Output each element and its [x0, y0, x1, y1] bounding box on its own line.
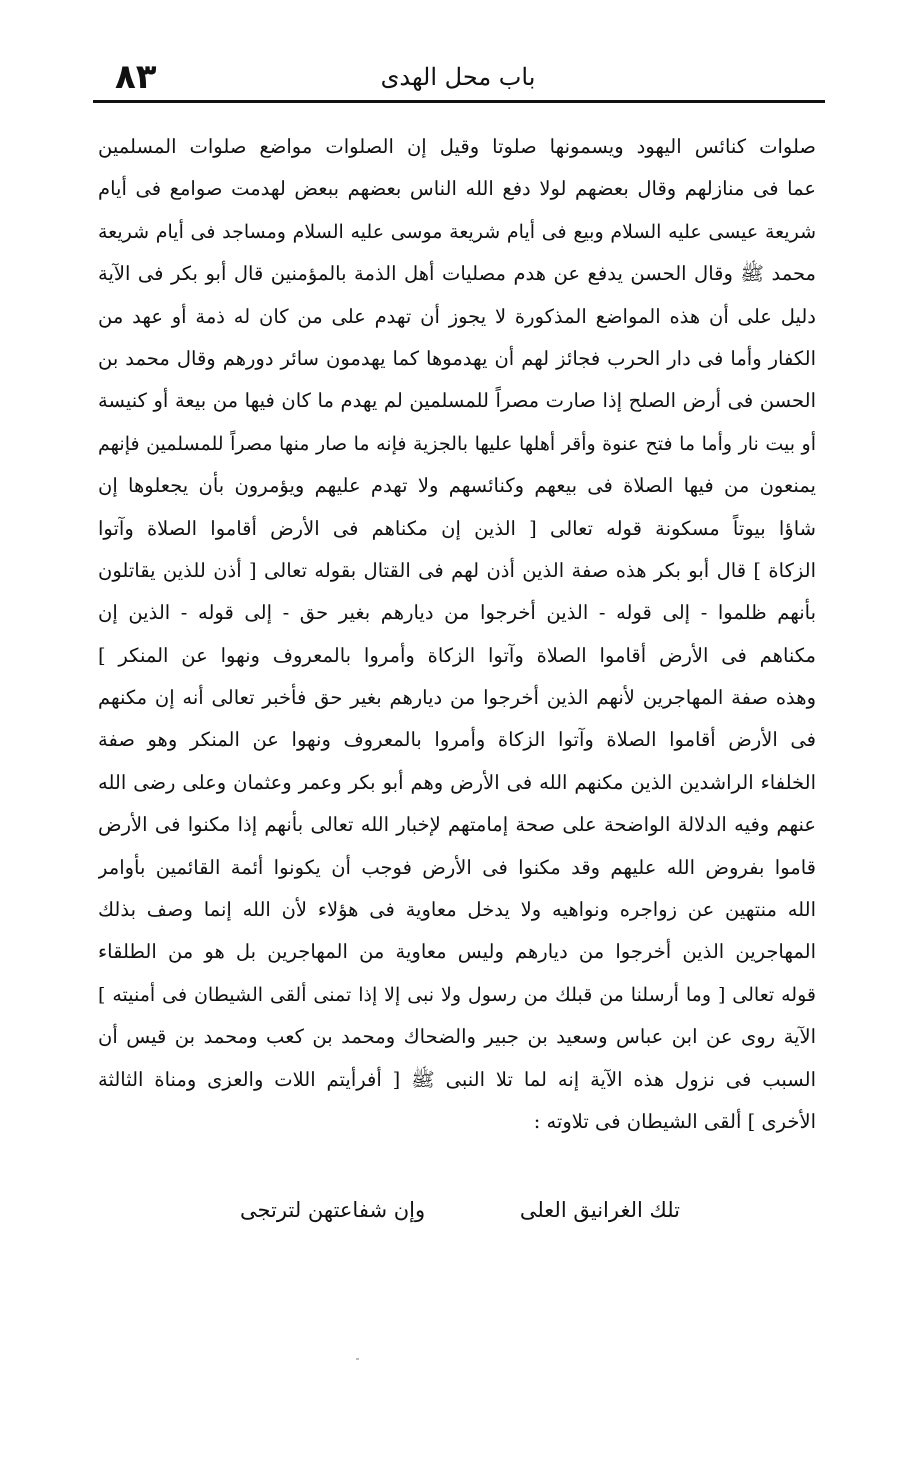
text-line: شريعة عيسى عليه السلام وبيع فى أيام شريعة موسى عليه السلام ومساجد فى أيام شريعة — [98, 220, 816, 243]
text-line: الحسن فى أرض الصلح إذا صارت مصراً للمسلمين لم يهدم ما كان فيها من بيعة أو كنيسة — [98, 389, 816, 413]
verse-first-hemistich: تلك الغرانيق العلى — [519, 1198, 680, 1222]
text-line: صلوات كنائس اليهود ويسمونها صلوتا وقيل إن الصلوات مواضع صلوات المسلمين — [98, 135, 816, 158]
text-line: المهاجرين الذين أخرجوا من ديارهم وليس معاوية من المهاجرين بل هو من الطلقاء — [98, 940, 816, 964]
text-line: فى الأرض أقاموا الصلاة وآتوا الزكاة وأمروا بالمعروف ونهوا عن المنكر وهو صفة — [98, 728, 816, 752]
text-line: عما فى منازلهم وقال بعضهم لولا دفع الله الناس بعضهم ببعض لهدمت صوامع فى أيام — [98, 177, 816, 201]
text-line: شاؤا بيوتاً مسكونة قوله تعالى [ الذين إن مكناهم فى الأرض أقاموا الصلاة وآتوا — [98, 516, 816, 540]
text-line: قاموا بفروض الله عليهم وقد مكنوا فى الأرض فوجب أن يكونوا أئمة القائمين بأوامر — [98, 855, 816, 879]
running-title: باب محل الهدى — [380, 63, 536, 91]
text-line: قوله تعالى [ وما أرسلنا من قبلك من رسول ولا نبى إلا إذا تمنى ألقى الشيطان فى أمنيته ] — [98, 983, 816, 1006]
text-line: السبب فى نزول هذه الآية إنه لما تلا النبى ﷺ [ أفرأيتم اللات والعزى ومناة الثالثة — [98, 1067, 816, 1091]
text-line: مكناهم فى الأرض أقاموا الصلاة وآتوا الزكاة وأمروا بالمعروف ونهوا عن المنكر ] — [98, 643, 816, 667]
text-line: يمنعون من فيها الصلاة فى بيعهم وكنائسهم ولا تهدم عليهم ويؤمرون بأن يجعلوها إن — [98, 474, 816, 498]
text-line: الله منتهين عن زواجره ونواهيه ولا يدخل معاوية فى هؤلاء لأن الله إنما وصف بذلك — [98, 898, 816, 922]
scan-speck — [356, 1358, 359, 1360]
text-line: الكفار وأما فى دار الحرب فجائز لهم أن يهدموها كما يهدمون سائر دورهم وقال محمد بن — [98, 346, 816, 370]
text-line: بأنهم ظلموا - إلى قوله - الذين أخرجوا من ديارهم بغير حق - إلى قوله - الذين إن — [98, 601, 816, 625]
text-line: الخلفاء الراشدين الذين مكنهم الله فى الأرض وهم أبو بكر وعمر وعثمان وعلى رضى الله — [98, 770, 816, 794]
text-line: الآية روى عن ابن عباس وسعيد بن جبير والضحاك ومحمد بن كعب ومحمد بن قيس أن — [98, 1025, 816, 1049]
page-number: ٨٣ — [115, 57, 157, 97]
verse-second-hemistich: وإن شفاعتهن لترتجى — [240, 1198, 426, 1222]
text-line: الأخرى ] ألقى الشيطان فى تلاوته : — [533, 1109, 816, 1133]
poetry-verse — [240, 1190, 680, 1230]
body-text — [98, 126, 816, 1143]
text-line: عنهم وفيه الدلالة الواضحة على صحة إمامتهم لإخبار الله تعالى بأنهم إذا مكنوا فى الأرض — [98, 813, 816, 837]
text-line: أو بيت نار وأما ما فتح عنوة وأقر أهلها عليها بالجزية فإنه ما صار منها مصراً للمسلمين فإنهم — [98, 432, 816, 455]
text-line: دليل على أن هذه المواضع المذكورة لا يجوز أن تهدم على من كان له ذمة أو عهد من — [98, 304, 816, 328]
text-line: محمد ﷺ وقال الحسن يدفع عن هدم مصليات أهل الذمة بالمؤمنين قال أبو بكر فى الآية — [98, 262, 816, 286]
header-rule — [93, 100, 825, 103]
text-line: الزكاة ] قال أبو بكر هذه صفة الذين أذن لهم فى القتال بقوله تعالى [ أذن للذين يقاتلون — [98, 558, 816, 582]
page-header — [95, 52, 821, 100]
text-line: وهذه صفة المهاجرين لأنهم الذين أخرجوا من ديارهم بغير حق فأخبر تعالى أنه إن مكنهم — [98, 686, 816, 710]
